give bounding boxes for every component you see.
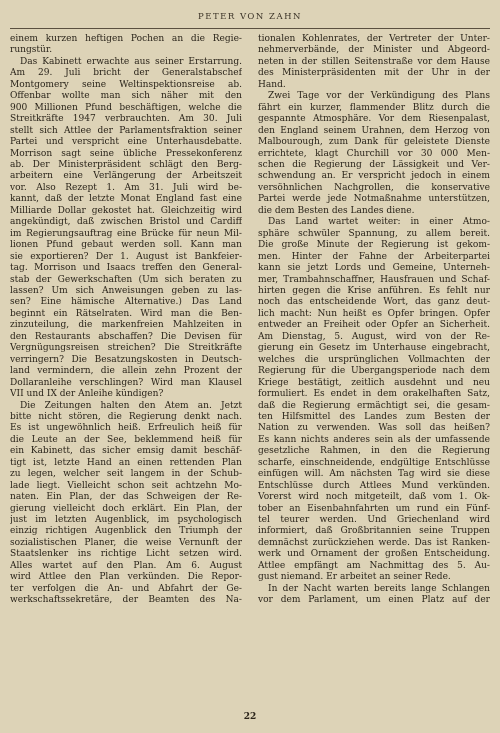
text-line: fährt ein kurzer, flammender Blitz durch die xyxy=(258,102,490,113)
page-number: 22 xyxy=(243,712,257,722)
text-line: bitte nicht stören, die Regierung denkt nach. xyxy=(10,411,242,422)
text-line: einem kurzen heftigen Pochen an die Regie- xyxy=(10,34,242,44)
text-line: kann sie jetzt Lords und Gemeine, Unterneh- xyxy=(258,263,490,274)
text-line: Offenbar wollte man sich näher mit den xyxy=(10,91,242,102)
text-line: stellt sich Attlee der Parlamentsfraktion seiner xyxy=(10,125,242,136)
text-line: sen? Eine hämische Alternative.) Das Land xyxy=(10,297,242,308)
right-text-column xyxy=(258,34,490,607)
text-line: kannt, daß der letzte Monat England fast eine xyxy=(10,194,242,205)
text-line: Streitkräfte 1947 verbrauchten. Am 30. Juli xyxy=(10,114,242,125)
text-line: Zwei Tage vor der Verkündigung des Plans xyxy=(268,91,490,102)
text-line: Vergnügungsreisen streichen? Die Streitkräfte xyxy=(10,343,242,354)
text-line: nehmerverbände, der Minister und Abgeord- xyxy=(258,45,490,56)
text-line: noch das entscheidende Wort, das ganz deut- xyxy=(258,297,490,308)
text-line: ten Hilfsmittel des Landes zum Besten der xyxy=(258,411,490,422)
text-line: VII und IX der Anleihe kündigen? xyxy=(10,389,164,400)
text-line: Das Kabinett erwachte aus seiner Erstarrung. xyxy=(20,56,242,67)
text-line: lade liegt. Vielleicht schon seit achtzehn Mo- xyxy=(10,480,242,491)
text-line: tag. Morrison und Isaacs treffen den General- xyxy=(10,263,242,274)
text-line: Kriege bestätigt, zeitlich ausdehnt und neu xyxy=(258,377,490,388)
text-line: gierung vielleicht doch erklärt. Ein Plan, der xyxy=(10,503,242,514)
text-line: mer, Trambahnschaffner, Hausfrauen und Schaf- xyxy=(258,274,490,285)
left-text-column xyxy=(10,34,242,607)
text-line: die dem Besten des Landes diene. xyxy=(258,205,415,216)
text-line: Morrison sagt seine übliche Pressekonferenz xyxy=(10,148,242,159)
text-line: just im letzten Augenblick, im psychologisch xyxy=(10,515,242,526)
text-line: formuliert. Es endet in dem orakelhaften Satz, xyxy=(258,389,490,400)
text-line: entweder an Freiheit oder Opfer an Sicherheit. xyxy=(258,320,490,331)
text-line: tel teurer werden. Und Griechenland wird xyxy=(258,515,490,526)
text-line: ter verfolgen die An- und Abfahrt der Ge- xyxy=(10,583,242,594)
text-line: vor dem Parlament, um einen Platz auf der xyxy=(258,595,490,606)
text-line: sie exportieren? Der 1. August ist Bankfeier- xyxy=(10,251,242,262)
text-line: die Leute an der See, beklemmend heiß für xyxy=(10,434,242,445)
text-line: Milliarde Dollar gekostet hat. Gleichzeitig wird xyxy=(10,205,242,216)
text-line: daß die Regierung ermächtigt sei, die gesam- xyxy=(258,400,490,411)
text-line: Am 29. Juli bricht der Generalstabschef xyxy=(10,68,242,79)
text-line: tober an Eisenbahnfahrten um rund ein Fünf- xyxy=(258,503,490,514)
text-line: tigt ist, letzte Hand an einen rettenden Plan xyxy=(10,457,242,468)
text-line: stab der Gewerkschaften (Um sich beraten zu xyxy=(10,274,242,285)
text-line: welches die ursprünglichen Vollmachten der xyxy=(258,354,490,365)
text-line: informiert, daß Großbritannien seine Truppen xyxy=(258,526,490,537)
text-line: tionalen Kohlenrates, der Vertreter der Unter- xyxy=(258,34,490,44)
text-line: ab. Der Ministerpräsident schlägt den Berg- xyxy=(10,159,242,170)
text-line: gespannte Atmosphäre. Vor dem Riesenpalast, xyxy=(258,114,490,125)
text-line: lich macht: Nun heißt es Opfer bringen. Opfer xyxy=(258,308,490,319)
text-line: In der Nacht warten bereits lange Schlangen xyxy=(268,583,490,594)
text-line: versöhnlichen Nachgrollen, die konservative xyxy=(258,182,490,193)
text-line: gierung ein Gesetz im Unterhause eingebracht, xyxy=(258,343,490,354)
text-line: Alles wartet auf den Plan. Am 6. August xyxy=(10,560,242,571)
text-line: des Ministerpräsidenten mit der Uhr in der xyxy=(258,68,490,79)
text-line: zu legen, welcher seit langem in der Schub- xyxy=(10,469,242,480)
text-line: sozialistischen Planer, die weise Vernunft der xyxy=(10,537,242,548)
text-line: zinzuteilung, die markenfreien Mahlzeiten in xyxy=(10,320,242,331)
text-line: im Regierungsauftrag eine Brücke für neun Mil- xyxy=(10,228,242,239)
text-line: Nation zu verwenden. Was soll das heißen? xyxy=(258,423,490,434)
text-line: lionen Pfund gebaut werden soll. Kann man xyxy=(10,240,242,251)
text-line: Malbourough, zum Dank für geleistete Dienste xyxy=(258,137,490,148)
text-line: demnächst zurückziehen werde. Das ist Ranken- xyxy=(258,537,490,548)
text-line: land vermindern, die allein zehn Prozent der xyxy=(10,366,242,377)
text-line: den England seinem Urahnen, dem Herzog von xyxy=(258,125,490,136)
text-line: schwendung an. Er verspricht jedoch in einem xyxy=(258,171,490,182)
text-line: werk und Ornament der großen Entscheidung. xyxy=(258,549,490,560)
text-line: vor. Also Rezept 1. Am 31. Juli wird be- xyxy=(10,182,242,193)
text-line: rungstür. xyxy=(10,45,53,56)
text-line: Attlee empfängt am Nachmittag des 5. Au- xyxy=(258,560,490,571)
text-line: Die Zeitungen halten den Atem an. Jetzt xyxy=(20,400,242,411)
text-line: einfügen will. Am nächsten Tag wird sie diese xyxy=(258,469,490,480)
text-line: neten in der stillen Seitenstraße vor dem Hause xyxy=(258,56,490,67)
text-line: Es ist ungewöhnlich heiß. Erfreulich heiß für xyxy=(10,423,242,434)
text-line: Partei und verspricht eine Unterhausdebatte. xyxy=(10,137,242,148)
text-line: Entschlüsse durch Attlees Mund verkünden. xyxy=(258,480,490,491)
text-line: men. Hinter der Fahne der Arbeiterpartei xyxy=(258,251,490,262)
text-line: ein Kabinett, das sicher emsig damit beschäf- xyxy=(10,446,242,457)
text-line: verringern? Die Besatzungskosten in Deutsch- xyxy=(10,354,242,365)
text-line: Regierung für die Übergangsperiode nach dem xyxy=(258,366,490,377)
text-line: Das Land wartet weiter: in einer Atmo- xyxy=(268,217,490,228)
text-line: den Restaurants abschaffen? Die Devisen für xyxy=(10,331,242,342)
header-rule xyxy=(10,28,490,29)
text-line: wird Attlee den Plan verkünden. Die Repor- xyxy=(10,572,242,583)
text-line: lassen? Um sich Anweisungen geben zu las- xyxy=(10,285,242,296)
text-line: gesetzliche Rahmen, in den die Regierung xyxy=(258,446,490,457)
text-line: Die große Minute der Regierung ist gekom- xyxy=(258,240,490,251)
text-line: sphäre schwüler Spannung, zu allem bereit. xyxy=(258,228,490,239)
text-line: Partei werde jede Notmaßnahme unterstützen, xyxy=(258,194,490,205)
text-line: scharfe, einschneidende, endgültige Entschlüsse xyxy=(258,457,490,468)
text-line: Montgomery seine Weltinspektionsreise ab. xyxy=(10,79,242,90)
text-line: beginnt ein Rätselraten. Wird man die Ben- xyxy=(10,308,242,319)
text-line: Es kann nichts anderes sein als der umfassende xyxy=(258,434,490,445)
running-head: PETER VON ZAHN xyxy=(198,12,302,22)
text-line: errichtete, klagt Churchill vor 30 000 Men- xyxy=(258,148,490,159)
text-line: Staatslenker ins richtige Licht setzen wird. xyxy=(10,549,242,560)
text-line: angekündigt, daß zwischen Bristol und Cardiff xyxy=(10,217,242,228)
text-line: einzig richtigen Augenblick den Triumph der xyxy=(10,526,242,537)
text-line: hirten gegen die Krise anführen. Es fehlt nur xyxy=(258,285,490,296)
text-line: naten. Ein Plan, der das Schweigen der Re- xyxy=(10,492,242,503)
text-line: werkschaftssekretäre, der Beamten des Na- xyxy=(10,595,242,606)
text-line: Hand. xyxy=(258,79,286,90)
text-line: Am Dienstag, 5. August, wird von der Re- xyxy=(258,331,490,342)
text-line: schen die Regierung der Lässigkeit und Ver- xyxy=(258,159,490,170)
text-line: Vorerst wird noch mitgeteilt, daß vom 1. Ok- xyxy=(258,492,490,503)
text-line: 900 Millionen Pfund beschäftigen, welche die xyxy=(10,102,242,113)
text-line: Dollaranleihe verschlingen? Wird man Klausel xyxy=(10,377,242,388)
text-line: arbeitern eine Verlängerung der Arbeitszeit xyxy=(10,171,242,182)
text-line: gust niemand. Er arbeitet an seiner Rede. xyxy=(258,572,451,583)
